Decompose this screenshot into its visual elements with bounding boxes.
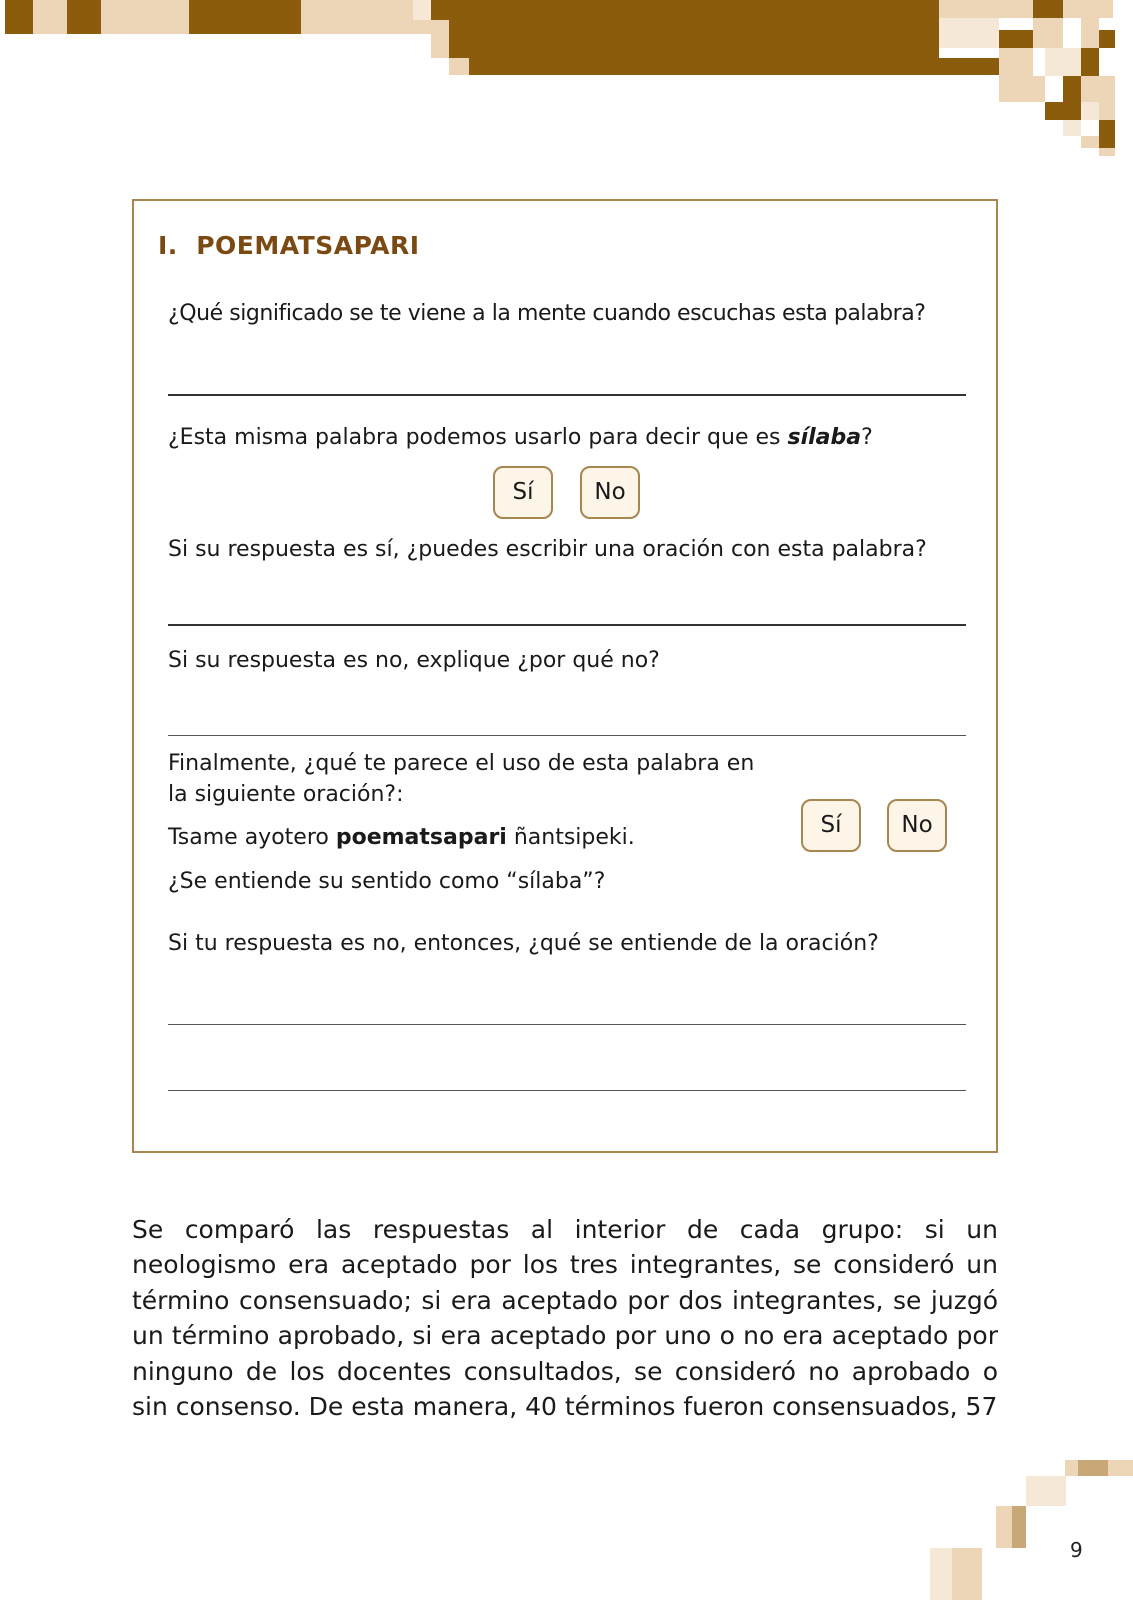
question-final-line2: la siguiente oración?: [168, 782, 404, 807]
answer-line-5[interactable] [168, 1090, 966, 1091]
header-decoration [0, 0, 1133, 160]
yes-option-2[interactable]: Sí [801, 799, 861, 852]
question-final-line1: Finalmente, ¿qué te parece el uso de esta palabra en [168, 751, 755, 776]
question-if-no: Si su respuesta es no, explique ¿por qué no? [168, 648, 660, 673]
section-title: I. POEMATSAPARI [158, 231, 420, 260]
answer-line-1[interactable] [168, 394, 966, 396]
question-what-understood: Si tu respuesta es no, entonces, ¿qué se entiende de la oración? [168, 931, 879, 956]
question-syllable: ¿Esta misma palabra podemos usarlo para decir que es sílaba? [168, 425, 873, 450]
questionnaire-box [132, 199, 998, 1153]
no-option-2[interactable]: No [887, 799, 947, 852]
question-meaning: ¿Qué significado se te viene a la mente cuando escuchas esta palabra? [168, 301, 926, 326]
answer-line-3[interactable] [168, 735, 966, 736]
example-sentence: Tsame ayotero poematsapari ñantsipeki. [168, 825, 635, 850]
answer-line-4[interactable] [168, 1024, 966, 1025]
question-if-yes: Si su respuesta es sí, ¿puedes escribir una oración con esta palabra? [168, 537, 927, 562]
yes-option-1[interactable]: Sí [493, 466, 553, 519]
question-syllable-sense: ¿Se entiende su sentido como “sílaba”? [168, 869, 606, 894]
answer-line-2[interactable] [168, 624, 966, 626]
body-paragraph: Se comparó las respuestas al interior de cada grupo: si un neologismo era aceptado por los tres integrantes, se consideró un término consensuado; si era aceptado por dos integrantes, se juzgó un término aprobado, si era aceptado por uno o no era aceptado por ninguno de los docentes consultados, se consideró no aprobado o sin consenso. De esta manera, 40 términos fueron consensuados, 57 [132, 1215, 998, 1422]
no-option-1[interactable]: No [580, 466, 640, 519]
page-number: 9 [1070, 1538, 1083, 1562]
footer-decoration [930, 1460, 1133, 1600]
